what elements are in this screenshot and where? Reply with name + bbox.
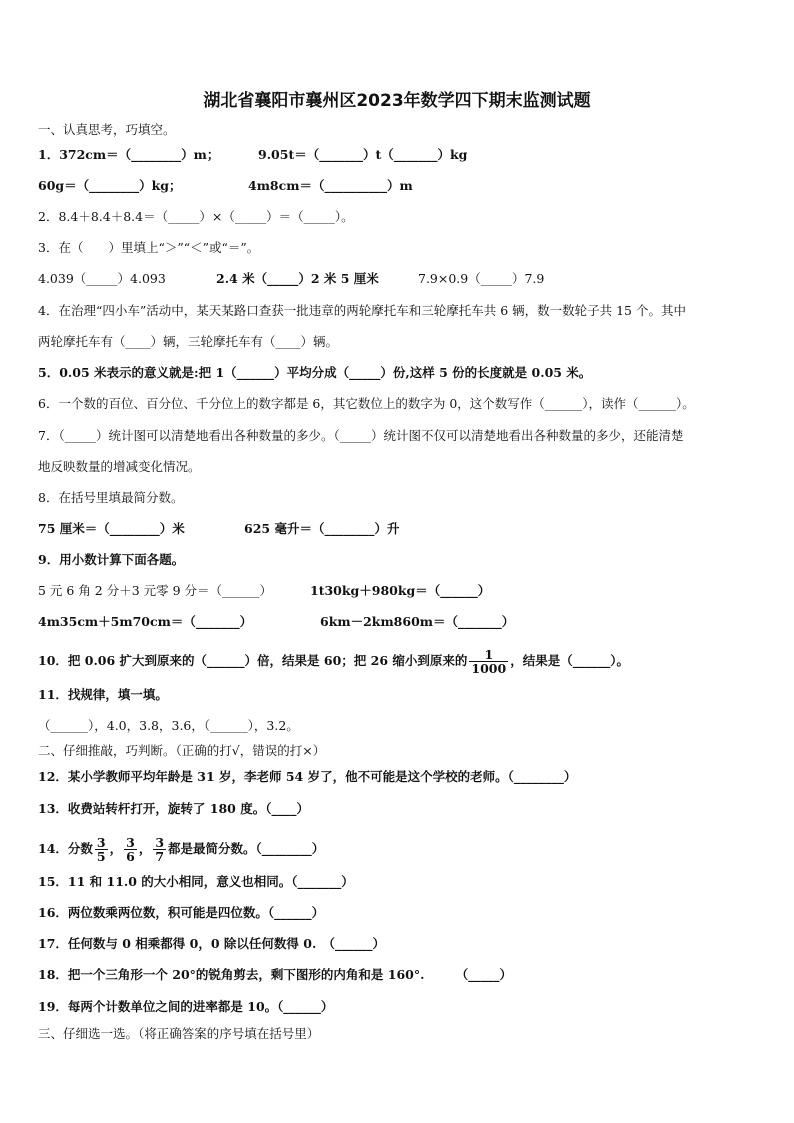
question-9: 9．用小数计算下面各题。	[38, 552, 185, 567]
question-3a: 4.039（_____）4.093	[38, 271, 166, 286]
question-18: 18．把一个三角形一个 20°的锐角剪去，剩下图形的内角和是 160°. （_____）	[38, 967, 512, 982]
question-15: 15．11 和 11.0 的大小相同，意义也相同。（_______）	[38, 874, 354, 889]
question-3: 3．在（ ）里填上“＞”“＜”或“＝”。	[38, 240, 260, 255]
question-5: 5．0.05 米表示的意义就是:把 1（______）平均分成（_____）份,这样 5 份的长度就是 0.05 米。	[38, 365, 592, 380]
fraction-denominator: 5	[96, 849, 106, 864]
question-3c: 7.9×0.9（_____）7.9	[418, 271, 545, 286]
section-3-heading: 三、仔细选一选。（将正确答案的序号填在括号里）	[38, 1026, 320, 1041]
question-12: 12．某小学教师平均年龄是 31 岁，李老师 54 岁了，他不可能是这个学校的老师。（________）	[38, 769, 577, 784]
question-14-text-1: 14．分数	[38, 841, 93, 856]
question-3b: 2.4 米（_____）2 米 5 厘米	[216, 271, 379, 286]
fraction-denominator: 1000	[471, 661, 507, 676]
question-9a: 5 元 6 角 2 分＋3 元零 9 分＝（______）	[38, 583, 273, 598]
fraction-numerator: 3	[126, 835, 135, 850]
question-1d: 4m8cm＝（__________）m	[248, 178, 413, 193]
fraction-one-thousandth	[469, 648, 508, 675]
question-1c: 60g＝（________）kg；	[38, 178, 182, 193]
section-2-heading: 二、仔细推敲，巧判断。（正确的打√，错误的打×）	[38, 743, 326, 758]
question-8a: 75 厘米＝（________）米	[38, 521, 185, 536]
question-9c: 4m35cm＋5m70cm＝（_______）	[38, 614, 253, 629]
question-1a: 1．372cm＝（________）m；	[38, 147, 220, 162]
fraction-numerator: 3	[96, 835, 106, 850]
fraction-separator: ，	[109, 841, 123, 856]
fraction-denominator: 7	[155, 849, 165, 864]
question-16: 16．两位数乘两位数，积可能是四位数。（______）	[38, 905, 325, 920]
question-13: 13．收费站转杆打开，旋转了 180 度。（____）	[38, 801, 309, 816]
question-10-text-1: 10．把 0.06 扩大到原来的（______）倍，结果是 60；把 26 缩小到原来的	[38, 653, 468, 668]
question-11: 11．找规律，填一填。	[38, 687, 168, 702]
question-9d: 6km－2km860m＝（_______）	[320, 614, 515, 629]
fraction-3-5	[95, 836, 108, 863]
question-19: 19．每两个计数单位之间的进率都是 10。（______）	[38, 999, 334, 1014]
question-14	[38, 836, 324, 863]
fraction-separator: ，	[138, 841, 152, 856]
question-4-line2: 两轮摩托车有（____）辆，三轮摩托车有（____）辆。	[38, 334, 339, 349]
exam-title: 湖北省襄阳市襄州区2023年数学四下期末监测试题	[203, 91, 591, 111]
question-9b: 1t30kg＋980kg＝（______）	[310, 583, 491, 598]
question-8: 8．在括号里填最简分数。	[38, 490, 184, 505]
question-10-text-2: ，结果是（______）。	[510, 653, 629, 668]
question-1b: 9.05t＝（_______）t（_______）kg	[258, 147, 468, 162]
question-11a: （______），4.0，3.8，3.6，（______），3.2。	[38, 718, 299, 733]
question-17: 17．任何数与 0 相乘都得 0，0 除以任何数得 0. （______）	[38, 936, 386, 951]
question-8b: 625 毫升＝（________）升	[244, 521, 400, 536]
fraction-numerator: 3	[155, 835, 165, 850]
fraction-3-6	[124, 836, 137, 863]
fraction-numerator: 1	[469, 648, 508, 662]
question-7-line1: 7．（_____）统计图可以清楚地看出各种数量的多少。（_____）统计图不仅可以清楚地看出各种数量的多少，还能清楚	[38, 428, 684, 443]
question-4-line1: 4．在治理“四小车”活动中，某天某路口查获一批违章的两轮摩托车和三轮摩托车共 6 辆，数一数轮子共 15 个。其中	[38, 303, 686, 318]
question-14-text-2: 都是最简分数。（________）	[168, 841, 325, 856]
question-6: 6．一个数的百位、百分位、千分位上的数字都是 6，其它数位上的数字为 0，这个数写作（______），读作（______）。	[38, 396, 695, 411]
fraction-3-7	[153, 836, 166, 863]
question-10	[38, 648, 629, 675]
fraction-denominator: 6	[126, 849, 135, 864]
section-1-heading: 一、认真思考，巧填空。	[38, 122, 176, 137]
question-2: 2．8.4＋8.4＋8.4＝（_____）×（_____）＝（_____）。	[38, 209, 354, 224]
question-7-line2: 地反映数量的增减变化情况。	[38, 459, 201, 474]
